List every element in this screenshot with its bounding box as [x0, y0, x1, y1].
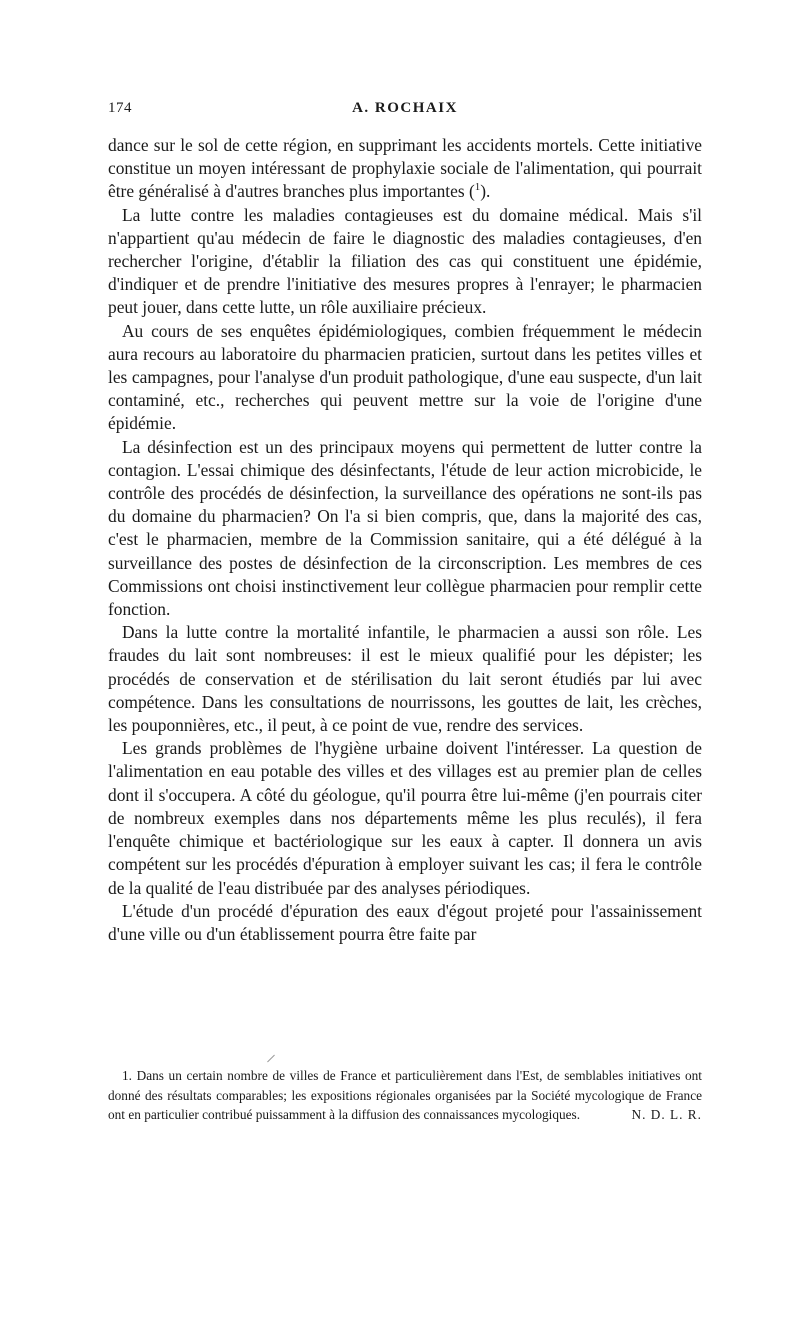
running-head-author: A. ROCHAIX	[352, 100, 458, 116]
page-number: 174	[108, 100, 132, 116]
paragraph: L'étude d'un procédé d'épuration des eaux d'égout projeté pour l'assainissement d'une ville ou d'un établissement pourra être faite par	[108, 900, 702, 944]
footnote-marker[interactable]: 1	[474, 181, 481, 194]
footnote-rule	[267, 1055, 275, 1063]
paragraph: La lutte contre les maladies contagieuses est du domaine médical. Mais s'il n'appartient qu'au médecin de faire le diagnostic des maladies contagieuses, d'en rechercher l'origine, d'établir la filiation des cas qui constituent une épidémie, d'indiquer et de prendre l'initiative des mesures propres à l'enrayer; le pharmacien peut jouer, dans cette lutte, un rôle auxiliaire précieux.	[108, 204, 702, 318]
body-text	[108, 134, 702, 946]
footnote-ref-close: ).	[480, 181, 491, 202]
footnote-ref-open: (	[464, 181, 475, 202]
paragraph	[108, 134, 702, 204]
footnote-text: 1. Dans un certain nombre de villes de France et particulièrement dans l'Est, de semblables initiatives ont donné des résultats comparables; les expositions régionales organisées par la Société mycologique de France ont en particulier contribué puissamment à la diffusion des connaissances mycologiques.	[108, 1068, 702, 1122]
paragraph: Dans la lutte contre la mortalité infantile, le pharmacien a aussi son rôle. Les fraudes du lait sont nombreuses: il est le mieux qualifié pour les dépister; les procédés de conservation et de stérilisation du lait seront étudiés par lui avec compétence. Dans les consultations de nourrissons, les gouttes de lait, les crèches, les pouponnières, etc., il peut, à ce point de vue, rendre des services.	[108, 622, 702, 736]
footnote-signature: N. D. L. R.	[631, 1107, 702, 1122]
paragraph: Au cours de ses enquêtes épidémiologiques, combien fréquemment le médecin aura recours au laboratoire du pharmacien praticien, surtout dans les petites villes et les campagnes, pour l'analyse d'un produit pathologique, d'une eau suspecte, d'un lait contaminé, etc., recherches qui peuvent mettre sur la voie de l'origine d'une épidémie.	[108, 320, 702, 434]
footnote	[108, 1066, 702, 1125]
footnote-paragraph	[108, 1066, 702, 1125]
paragraph: Les grands problèmes de l'hygiène urbaine doivent l'intéresser. La question de l'alimentation en eau potable des villes et des villages est au premier plan de celles dont il s'occupera. A côté du géologue, qu'il pourra être lui-même (j'en pourrais citer de nombreux exemples dans nos départements même les plus reculés), il fera l'enquête chimique et bactériologique sur les eaux à capter. Il donnera un avis compétent sur les procédés d'épuration à employer suivant les cas; il fera le contrôle de la qualité de l'eau distribuée par des analyses périodiques.	[108, 738, 702, 898]
running-head	[108, 100, 702, 124]
paragraph-text: dance sur le sol de cette région, en supprimant les accidents mortels. Cette initiative constitue un moyen intéressant de prophylaxie sociale de l'alimentation, qui pourrait être généralisé à d'autres branches plus importantes	[108, 135, 702, 202]
paragraph: La désinfection est un des principaux moyens qui permettent de lutter contre la contagion. L'essai chimique des désinfectants, l'étude de leur action microbicide, le contrôle des procédés de désinfection, la surveillance des opérations ne sont-ils pas du domaine du pharmacien? On l'a si bien compris, que, dans la majorité des cas, c'est le pharmacien, membre de la Commission sanitaire, qui a été délégué à la surveillance des postes de désinfection de la circonscription. Les membres de ces Commissions ont choisi instinctivement leur collègue pharmacien pour remplir cette fonction.	[108, 436, 702, 620]
